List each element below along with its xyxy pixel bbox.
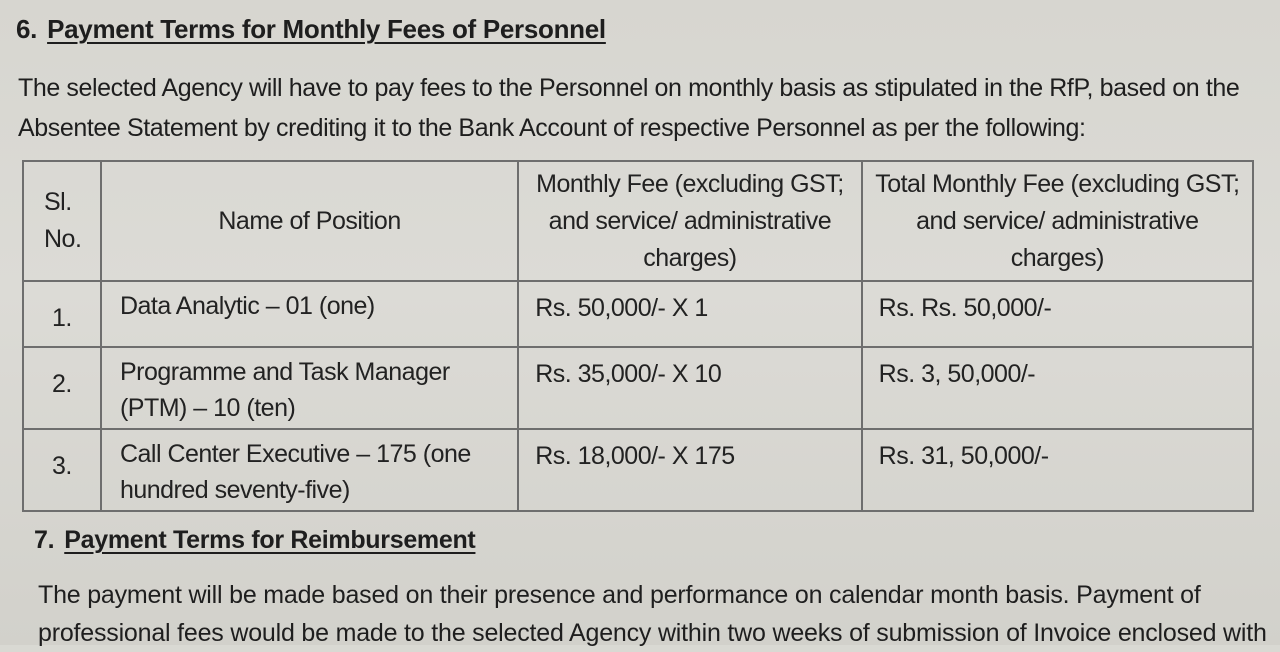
table-row [23,429,1253,511]
header-sl-line: Sl. [44,188,72,216]
row-total-fee: Rs. 3, 50,000/- [862,347,1253,429]
table-row [23,347,1253,429]
position-line: (PTM) – 10 (ten) [119,394,296,422]
section-6-paragraph [18,68,1239,148]
header-total-line: Total Monthly Fee (excluding GST; [875,169,1240,198]
row-monthly-fee: Rs. 18,000/- X 175 [518,429,861,511]
section-6-number: 6. [16,14,38,44]
position-line: Programme and Task Manager [119,358,450,386]
position-line: Data Analytic – 01 (one) [119,292,375,320]
paragraph-line: professional fees would be made to the selected Agency within two weeks of submission of Invoice enclosed with [38,619,1267,647]
row-total-fee: Rs. Rs. 50,000/- [862,281,1253,347]
row-position [101,429,518,511]
header-fee-line: Monthly Fee (excluding GST; [536,169,844,198]
header-fee-line: charges) [643,243,737,272]
header-sl-line: No. [44,225,82,253]
header-sl-no [23,161,101,281]
fees-table [22,160,1254,512]
table-row [23,281,1253,347]
position-line: hundred seventy-five) [119,476,350,504]
section-7-title: Payment Terms for Reimbursement [64,526,476,554]
row-position [101,347,518,429]
paragraph-line: Absentee Statement by crediting it to the Bank Account of respective Personnel as per the following: [18,114,1086,142]
paragraph-line: The payment will be made based on their presence and performance on calendar month basis. Payment of [38,581,1201,609]
section-7-paragraph [38,576,1267,652]
paragraph-line: The selected Agency will have to pay fees to the Personnel on monthly basis as stipulated in the RfP, based on the [18,74,1240,102]
section-6-heading [16,14,606,45]
row-monthly-fee: Rs. 50,000/- X 1 [518,281,861,347]
row-number: 2. [23,347,101,429]
header-name-of-position: Name of Position [101,161,518,281]
section-6-title: Payment Terms for Monthly Fees of Personnel [47,14,606,44]
header-monthly-fee [518,161,861,281]
header-fee-line: and service/ administrative [548,206,832,235]
position-line: Call Center Executive – 175 (one [119,440,471,468]
header-total-line: charges) [1010,243,1104,272]
row-total-fee: Rs. 31, 50,000/- [862,429,1253,511]
section-7-number: 7. [34,526,55,554]
row-number: 1. [23,281,101,347]
row-position [101,281,518,347]
row-monthly-fee: Rs. 35,000/- X 10 [518,347,861,429]
header-total-monthly-fee [862,161,1253,281]
row-number: 3. [23,429,101,511]
table-header-row [23,161,1253,281]
section-7-heading [34,526,475,555]
header-total-line: and service/ administrative [916,206,1199,235]
